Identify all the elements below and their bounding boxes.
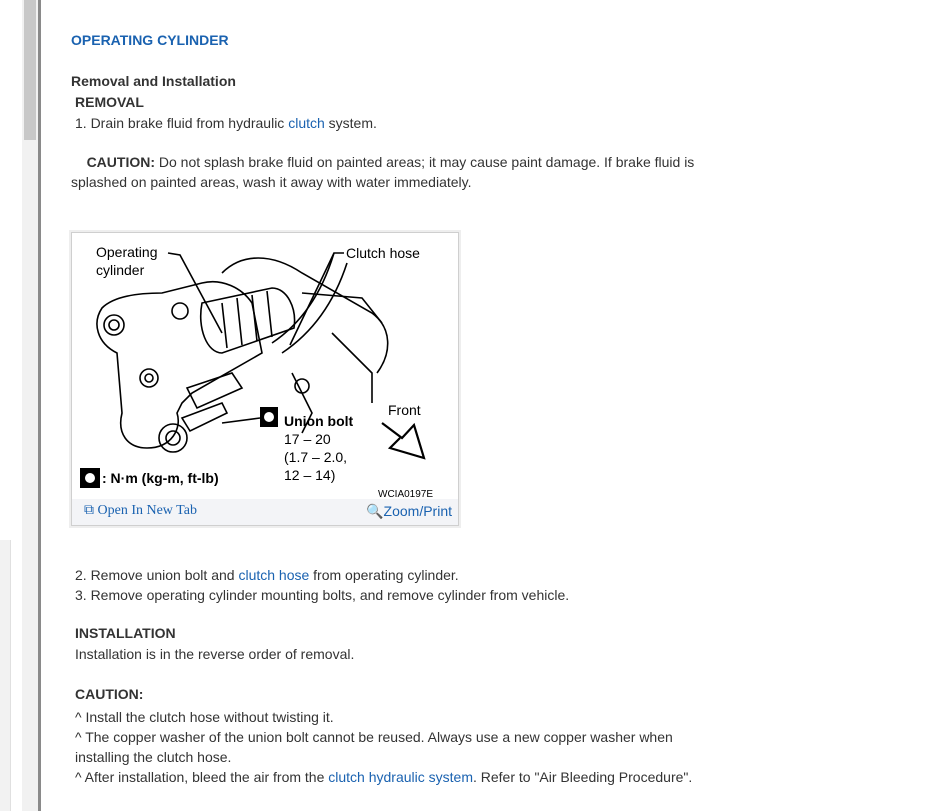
union-bolt-head — [159, 424, 187, 452]
step2-text: 2. Remove union bolt and — [75, 567, 239, 583]
open-tab-label: Open In New Tab — [97, 503, 197, 518]
pane-divider[interactable] — [38, 0, 41, 811]
bracket-bolt — [104, 315, 124, 335]
bracket-bolt-inner — [145, 374, 153, 382]
item3-text: ^ After installation, bleed the air from the — [75, 769, 329, 785]
subheading: Removal and Installation — [71, 73, 236, 89]
clutch-link[interactable]: clutch — [288, 115, 325, 131]
clutch-hose-link[interactable]: clutch hose — [238, 567, 310, 583]
step2-suffix: from operating cylinder. — [309, 567, 459, 583]
caution-item-2-cont: installing the clutch hose. — [75, 749, 232, 765]
fig-torque-2: (1.7 – 2.0, — [284, 449, 348, 465]
zoom-icon: 🔍 — [366, 503, 384, 519]
open-in-new-tab-button[interactable] — [84, 503, 197, 519]
fig-label-front: Front — [388, 402, 421, 418]
bracket-bolt — [140, 369, 158, 387]
section-title: OPERATING CYLINDER — [71, 32, 229, 48]
fig-label-union-bolt: Union bolt — [284, 413, 354, 429]
caution-list — [75, 707, 715, 787]
leader-operating — [168, 253, 222, 333]
fig-label-operating: Operating — [96, 244, 158, 260]
clutch-hydraulic-system-link[interactable]: clutch hydraulic system — [328, 769, 473, 785]
removal-heading: REMOVAL — [75, 94, 144, 110]
zoom-print-button[interactable] — [366, 503, 452, 520]
step1-suffix: system. — [324, 115, 377, 131]
caution-text: Do not splash brake fluid on painted areas; it may cause paint damage. If brake fluid is splashed on painted areas, wash it away with water immediately. — [71, 154, 695, 190]
cylinder-ribs — [222, 291, 272, 348]
leader-hose — [290, 253, 344, 345]
step1-text: 1. Drain brake fluid from hydraulic — [75, 115, 289, 131]
installation-text: Installation is in the reverse order of removal. — [75, 646, 355, 662]
small-bolt — [295, 379, 309, 393]
removal-step-2 — [75, 565, 569, 585]
installation-heading: INSTALLATION — [75, 625, 176, 641]
caution-label: CAUTION: — [86, 154, 155, 170]
external-tab-icon: ⧉ — [84, 503, 94, 518]
front-arrow — [382, 423, 424, 458]
fig-torque-3: 12 – 14) — [284, 467, 336, 483]
removal-steps-2-3 — [75, 565, 569, 605]
bracket-bolt-inner — [109, 320, 119, 330]
caution-heading: CAUTION: — [75, 686, 144, 702]
removal-step-1 — [75, 113, 377, 133]
leader-union — [222, 418, 260, 423]
figure-toolbar — [72, 499, 458, 525]
caution-item-3 — [75, 767, 715, 787]
fig-label-cylinder: cylinder — [96, 262, 145, 278]
fig-legend: : N·m (kg-m, ft-lb) — [102, 470, 219, 486]
scrollbar-thumb[interactable] — [24, 0, 36, 140]
zoom-print-label: Zoom/Print — [383, 503, 452, 519]
hose-fitting-2 — [182, 403, 227, 431]
figure-operating-cylinder — [71, 232, 459, 526]
caution-item-1: ^ Install the clutch hose without twisting it. — [75, 709, 334, 725]
fig-torque-1: 17 – 20 — [284, 431, 331, 447]
cylinder-illustration — [72, 233, 458, 499]
clutch-hose-line — [272, 253, 334, 343]
left-pane-lower — [0, 540, 11, 811]
torque-icon-inner — [264, 412, 274, 422]
bracket-bolt — [172, 303, 188, 319]
item3-suffix: . Refer to "Air Bleeding Procedure". — [472, 769, 693, 785]
fig-code: WCIA0197E — [378, 489, 434, 499]
frame-line — [332, 333, 372, 403]
fig-label-clutch-hose: Clutch hose — [346, 245, 420, 261]
legend-torque-icon-inner — [85, 473, 95, 483]
removal-caution — [71, 152, 711, 192]
removal-step-3: 3. Remove operating cylinder mounting bolts, and remove cylinder from vehicle. — [75, 587, 570, 603]
union-bolt-center — [166, 431, 180, 445]
caution-item-2: ^ The copper washer of the union bolt cannot be reused. Always use a new copper washer when — [75, 729, 673, 745]
